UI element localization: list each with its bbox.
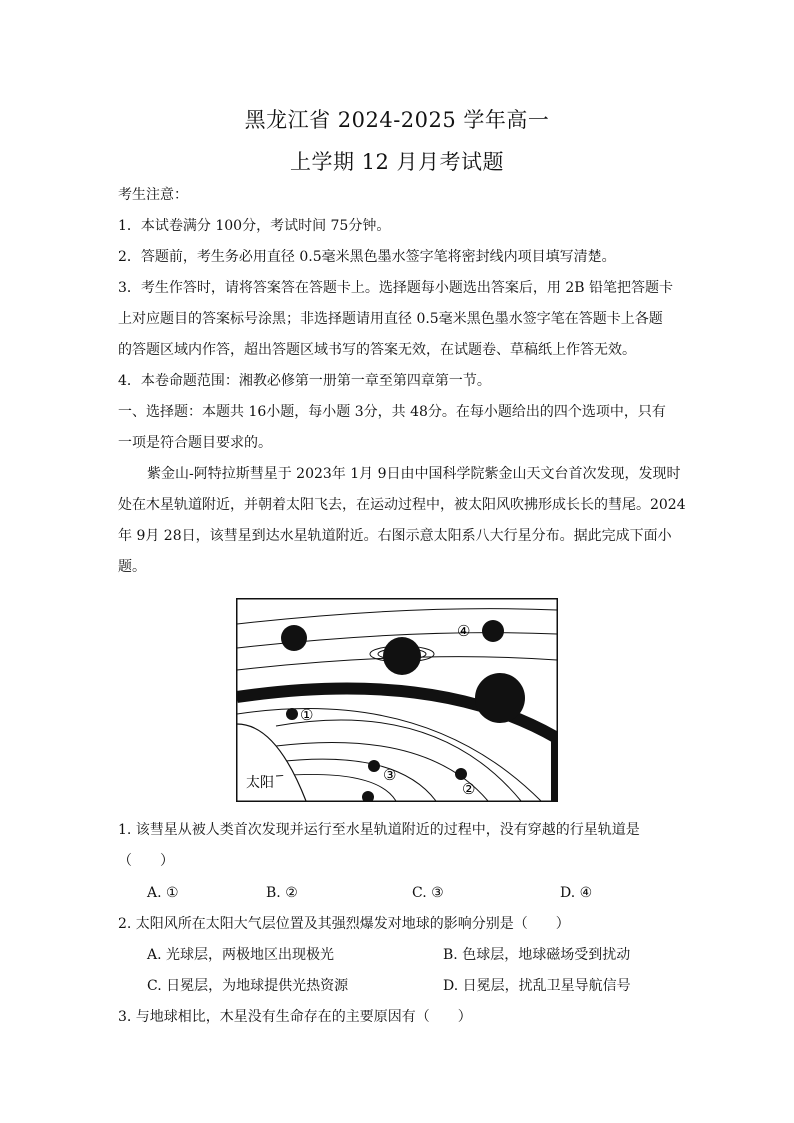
passage-line1: 紫金山-阿特拉斯彗星于 2023年 1月 9日由中国科学院紫金山天文台首次发现，发现时 — [147, 466, 681, 482]
passage-line2: 处在木星轨道附近，并朝着太阳飞去，在运动过程中，被太阳风吹拂形成长长的彗尾。2024 — [118, 497, 686, 513]
marker-4-label: ④ — [457, 622, 471, 640]
q3-stem: 3. 与地球相比，木星没有生命存在的主要原因有（ ） — [118, 1009, 472, 1025]
solar-system-diagram — [236, 598, 558, 802]
planet-venus — [455, 768, 467, 780]
notice-item-3-line2: 上对应题目的答案标号涂黑；非选择题请用直径 0.5毫米黑色墨水签字笔在答题卡上各题 — [118, 311, 663, 327]
q2-option-d: D. 日冕层，扰乱卫星导航信号 — [443, 978, 631, 994]
passage-line4: 题。 — [118, 559, 146, 575]
notice-item-4: 4．本卷命题范围：湘教必修第一册第一章至第四章第一节。 — [118, 373, 491, 389]
planet-saturn — [383, 637, 421, 675]
q2-option-c: C. 日冕层，为地球提供光热资源 — [147, 978, 349, 994]
q1-option-d: D. ④ — [560, 885, 593, 901]
planet-mars — [286, 708, 298, 720]
q1-option-b: B. ② — [266, 885, 298, 901]
notice-item-2: 2．答题前，考生务必用直径 0.5毫米黑色墨水签字笔将密封线内项目填写清楚。 — [118, 249, 616, 265]
section-1-intro-line1: 一、选择题：本题共 16小题，每小题 3分，共 48分。在每小题给出的四个选项中，只有 — [118, 404, 666, 420]
notice-item-3-line3: 的答题区域内作答，超出答题区域书写的答案无效，在试题卷、草稿纸上作答无效。 — [118, 342, 636, 358]
solar-system-figure — [236, 598, 558, 802]
planet-jupiter — [475, 673, 525, 723]
exam-title-line1: 黑龙江省 2024-2025 学年高一 — [244, 108, 550, 132]
planet-mercury — [362, 791, 374, 802]
planet-neptune — [281, 625, 307, 651]
q1-option-a: A. ① — [147, 885, 179, 901]
orbit-venus — [276, 759, 436, 801]
orbit-neptune — [237, 609, 557, 624]
q1-stem-line2: （ ） — [118, 853, 174, 869]
notice-heading: 考生注意： — [118, 187, 188, 203]
q2-option-b: B. 色球层，地球磁场受到扰动 — [443, 947, 631, 963]
section-1-intro-line2: 一项是符合题目要求的。 — [118, 435, 272, 451]
passage-line3: 年 9月 28日，该彗星到达水星轨道附近。右图示意太阳系八大行星分布。据此完成下面小 — [118, 528, 672, 544]
marker-3-label: ③ — [383, 766, 397, 784]
exam-title-line2: 上学期 12 月月考试题 — [289, 150, 505, 174]
orbit-mars — [276, 720, 521, 801]
q1-option-c: C. ③ — [412, 885, 444, 901]
marker-2-label: ② — [462, 780, 476, 798]
planet-earth — [368, 760, 380, 772]
q1-stem-line1: 1. 该彗星从被人类首次发现并运行至水星轨道附近的过程中，没有穿越的行星轨道是 — [118, 822, 640, 838]
notice-item-3-line1: 3．考生作答时，请将答案答在答题卡上。选择题每小题选出答案后，用 2B 铅笔把答题卡 — [118, 280, 674, 296]
marker-1-label: ① — [300, 706, 314, 724]
q2-option-a: A. 光球层，两极地区出现极光 — [147, 947, 335, 963]
q2-stem: 2. 太阳风所在太阳大气层位置及其强烈爆发对地球的影响分别是（ ） — [118, 916, 570, 932]
sun-label: 太阳 — [246, 775, 274, 791]
planet-uranus — [482, 620, 504, 642]
notice-item-1: 1．本试卷满分 100分，考试时间 75分钟。 — [118, 218, 391, 234]
